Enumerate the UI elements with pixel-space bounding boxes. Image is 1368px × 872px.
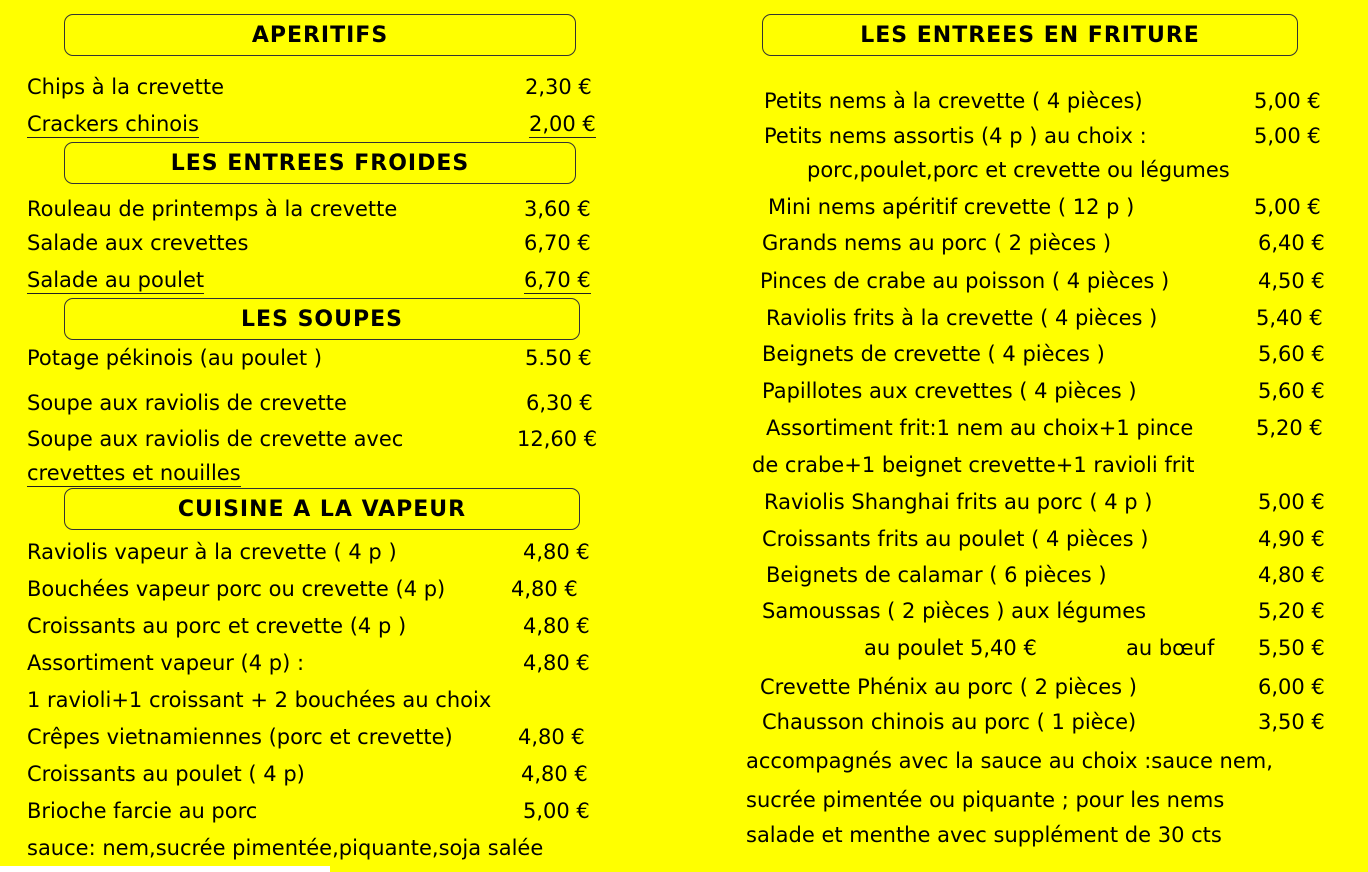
item-name: Assortiment vapeur (4 p) : <box>27 651 305 675</box>
item-name: Samoussas ( 2 pièces ) aux légumes <box>762 599 1147 623</box>
item-price: 4,50 € <box>1258 269 1325 293</box>
item-price: 3,50 € <box>1258 710 1325 734</box>
item-price: 5,00 € <box>1254 124 1321 148</box>
item-price: 6,70 € <box>524 268 591 292</box>
section-header-vapeur: CUISINE A LA VAPEUR <box>64 488 580 530</box>
item-name: Petits nems à la crevette ( 4 pièces) <box>764 89 1143 113</box>
item-name: Raviolis Shanghai frits au porc ( 4 p ) <box>764 490 1153 514</box>
section-header-aperitifs: APERITIFS <box>64 14 576 56</box>
item-price: 5,00 € <box>1254 89 1321 113</box>
item-name: Grands nems au porc ( 2 pièces ) <box>762 231 1112 255</box>
item-name: Chausson chinois au porc ( 1 pièce) <box>762 710 1137 734</box>
item-price: 4,80 € <box>518 725 585 749</box>
item-price: 4,80 € <box>523 614 590 638</box>
sauce-note: sucrée pimentée ou piquante ; pour les nems <box>746 788 1225 812</box>
item-name: Rouleau de printemps à la crevette <box>27 197 398 221</box>
item-price: 4,80 € <box>521 762 588 786</box>
item-name: Petits nems assortis (4 p ) au choix : <box>764 124 1147 148</box>
item-name: Raviolis vapeur à la crevette ( 4 p ) <box>27 540 397 564</box>
section-header-friture: LES ENTREES EN FRITURE <box>762 14 1298 56</box>
item-name: Soupe aux raviolis de crevette avec <box>27 427 404 451</box>
item-price: 5,00 € <box>523 799 590 823</box>
item-price: 5,00 € <box>1254 195 1321 219</box>
item-price: 12,60 € <box>517 427 598 451</box>
item-price: 2,30 € <box>525 75 592 99</box>
section-header-soupes: LES SOUPES <box>64 298 580 340</box>
sauce-note: sauce: nem,sucrée pimentée,piquante,soja salée <box>27 836 544 860</box>
item-price: 2,00 € <box>529 112 596 136</box>
item-price: 3,60 € <box>524 197 591 221</box>
item-name: Croissants au poulet ( 4 p) <box>27 762 305 786</box>
item-price: 4,90 € <box>1258 527 1325 551</box>
item-price: 5.50 € <box>525 346 592 370</box>
item-name: Beignets de calamar ( 6 pièces ) <box>766 563 1107 587</box>
item-price: 4,80 € <box>523 540 590 564</box>
item-name: Raviolis frits à la crevette ( 4 pièces ) <box>766 306 1158 330</box>
item-name: Potage pékinois (au poulet ) <box>27 346 323 370</box>
sauce-note: accompagnés avec la sauce au choix :sauce nem, <box>746 749 1273 773</box>
item-price: 5,60 € <box>1258 342 1325 366</box>
item-name: Bouchées vapeur porc ou crevette (4 p) <box>27 577 446 601</box>
item-price: 5,20 € <box>1258 599 1325 623</box>
item-detail: porc,poulet,porc et crevette ou légumes <box>807 158 1230 182</box>
item-name: Beignets de crevette ( 4 pièces ) <box>762 342 1105 366</box>
item-name: Papillotes aux crevettes ( 4 pièces ) <box>762 379 1137 403</box>
item-name: Croissants au porc et crevette (4 p ) <box>27 614 407 638</box>
item-name: Crackers chinois <box>27 112 199 136</box>
item-name: Soupe aux raviolis de crevette <box>27 391 347 415</box>
item-price: 4,80 € <box>1258 563 1325 587</box>
item-price: 6,40 € <box>1258 231 1325 255</box>
item-price: 5,40 € <box>1256 306 1323 330</box>
item-name: Brioche farcie au porc <box>27 799 258 823</box>
item-name: Salade aux crevettes <box>27 231 249 255</box>
item-price: 4,80 € <box>511 577 578 601</box>
item-price: 5,20 € <box>1256 416 1323 440</box>
item-price: 5,50 € <box>1258 636 1325 660</box>
item-detail: 1 ravioli+1 croissant + 2 bouchées au choix <box>27 688 492 712</box>
item-detail: de crabe+1 beignet crevette+1 ravioli frit <box>752 453 1195 477</box>
bottom-edge <box>0 866 330 872</box>
sauce-note: salade et menthe avec supplément de 30 cts <box>746 823 1222 847</box>
item-detail: crevettes et nouilles <box>27 461 241 485</box>
item-price: 6,70 € <box>524 231 591 255</box>
section-header-entrees-froides: LES ENTREES FROIDES <box>64 142 576 184</box>
item-name: Mini nems apéritif crevette ( 12 p ) <box>768 195 1135 219</box>
item-detail: au poulet 5,40 € <box>864 636 1037 660</box>
item-name: Crevette Phénix au porc ( 2 pièces ) <box>760 675 1137 699</box>
item-name: Pinces de crabe au poisson ( 4 pièces ) <box>760 269 1170 293</box>
item-price: 4,80 € <box>523 651 590 675</box>
item-name: Croissants frits au poulet ( 4 pièces ) <box>762 527 1149 551</box>
item-name: Crêpes vietnamiennes (porc et crevette) <box>27 725 453 749</box>
item-name: Salade au poulet <box>27 268 205 292</box>
item-name: Chips à la crevette <box>27 75 225 99</box>
item-name: Assortiment frit:1 nem au choix+1 pince <box>766 416 1194 440</box>
item-price: 5,00 € <box>1258 490 1325 514</box>
item-price: 6,30 € <box>526 391 593 415</box>
item-detail: au bœuf <box>1126 636 1215 660</box>
item-price: 6,00 € <box>1258 675 1325 699</box>
item-price: 5,60 € <box>1258 379 1325 403</box>
